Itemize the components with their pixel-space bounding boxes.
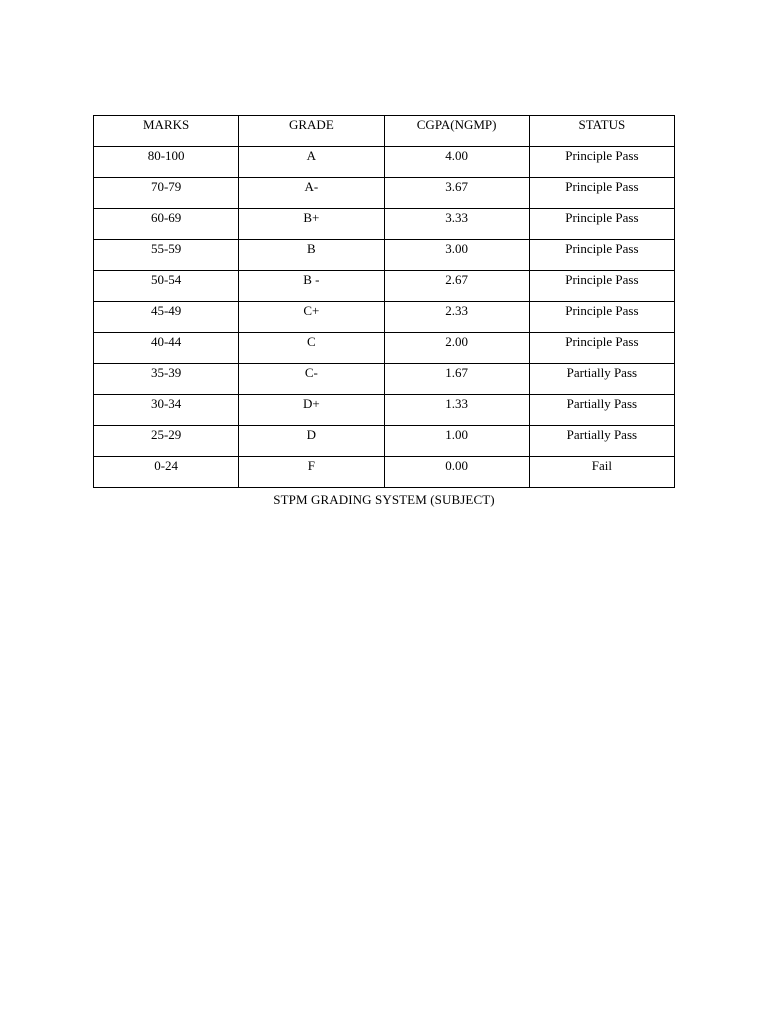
table-row (94, 395, 675, 426)
marks-cell: 80-100 (94, 147, 239, 178)
cgpa-cell: 2.67 (384, 271, 529, 302)
grade-cell: B - (239, 271, 384, 302)
grading-table (93, 115, 675, 488)
marks-cell: 35-39 (94, 364, 239, 395)
cgpa-cell: 1.33 (384, 395, 529, 426)
marks-cell: 25-29 (94, 426, 239, 457)
status-cell: Principle Pass (529, 240, 674, 271)
grade-cell: F (239, 457, 384, 488)
table-row (94, 457, 675, 488)
table-row (94, 333, 675, 364)
marks-cell: 70-79 (94, 178, 239, 209)
table-row (94, 178, 675, 209)
marks-cell: 40-44 (94, 333, 239, 364)
marks-cell: 50-54 (94, 271, 239, 302)
table-row (94, 209, 675, 240)
marks-cell: 30-34 (94, 395, 239, 426)
table-header (94, 116, 675, 147)
cgpa-cell: 3.67 (384, 178, 529, 209)
table-body (94, 147, 675, 488)
grade-cell: B+ (239, 209, 384, 240)
table-row (94, 271, 675, 302)
status-cell: Principle Pass (529, 147, 674, 178)
marks-cell: 0-24 (94, 457, 239, 488)
marks-cell: 60-69 (94, 209, 239, 240)
cgpa-cell: 1.00 (384, 426, 529, 457)
grade-cell: C- (239, 364, 384, 395)
table-row (94, 426, 675, 457)
grade-cell: A- (239, 178, 384, 209)
cgpa-cell: 2.00 (384, 333, 529, 364)
cgpa-cell: 4.00 (384, 147, 529, 178)
table-row (94, 240, 675, 271)
status-cell: Principle Pass (529, 209, 674, 240)
grade-cell: C+ (239, 302, 384, 333)
status-cell: Principle Pass (529, 302, 674, 333)
cgpa-cell: 1.67 (384, 364, 529, 395)
cgpa-cell: 3.00 (384, 240, 529, 271)
header-status: STATUS (529, 116, 674, 147)
grade-cell: D+ (239, 395, 384, 426)
cgpa-cell: 3.33 (384, 209, 529, 240)
cgpa-cell: 0.00 (384, 457, 529, 488)
status-cell: Partially Pass (529, 364, 674, 395)
grade-cell: B (239, 240, 384, 271)
status-cell: Principle Pass (529, 178, 674, 209)
cgpa-cell: 2.33 (384, 302, 529, 333)
status-cell: Principle Pass (529, 333, 674, 364)
header-grade: GRADE (239, 116, 384, 147)
status-cell: Principle Pass (529, 271, 674, 302)
grade-cell: C (239, 333, 384, 364)
header-row (94, 116, 675, 147)
marks-cell: 55-59 (94, 240, 239, 271)
grade-cell: A (239, 147, 384, 178)
header-cgpa: CGPA(NGMP) (384, 116, 529, 147)
status-cell: Partially Pass (529, 395, 674, 426)
status-cell: Partially Pass (529, 426, 674, 457)
table-caption: STPM GRADING SYSTEM (SUBJECT) (273, 492, 495, 507)
table-row (94, 364, 675, 395)
marks-cell: 45-49 (94, 302, 239, 333)
table-row (94, 147, 675, 178)
status-cell: Fail (529, 457, 674, 488)
header-marks: MARKS (94, 116, 239, 147)
table-row (94, 302, 675, 333)
grade-cell: D (239, 426, 384, 457)
